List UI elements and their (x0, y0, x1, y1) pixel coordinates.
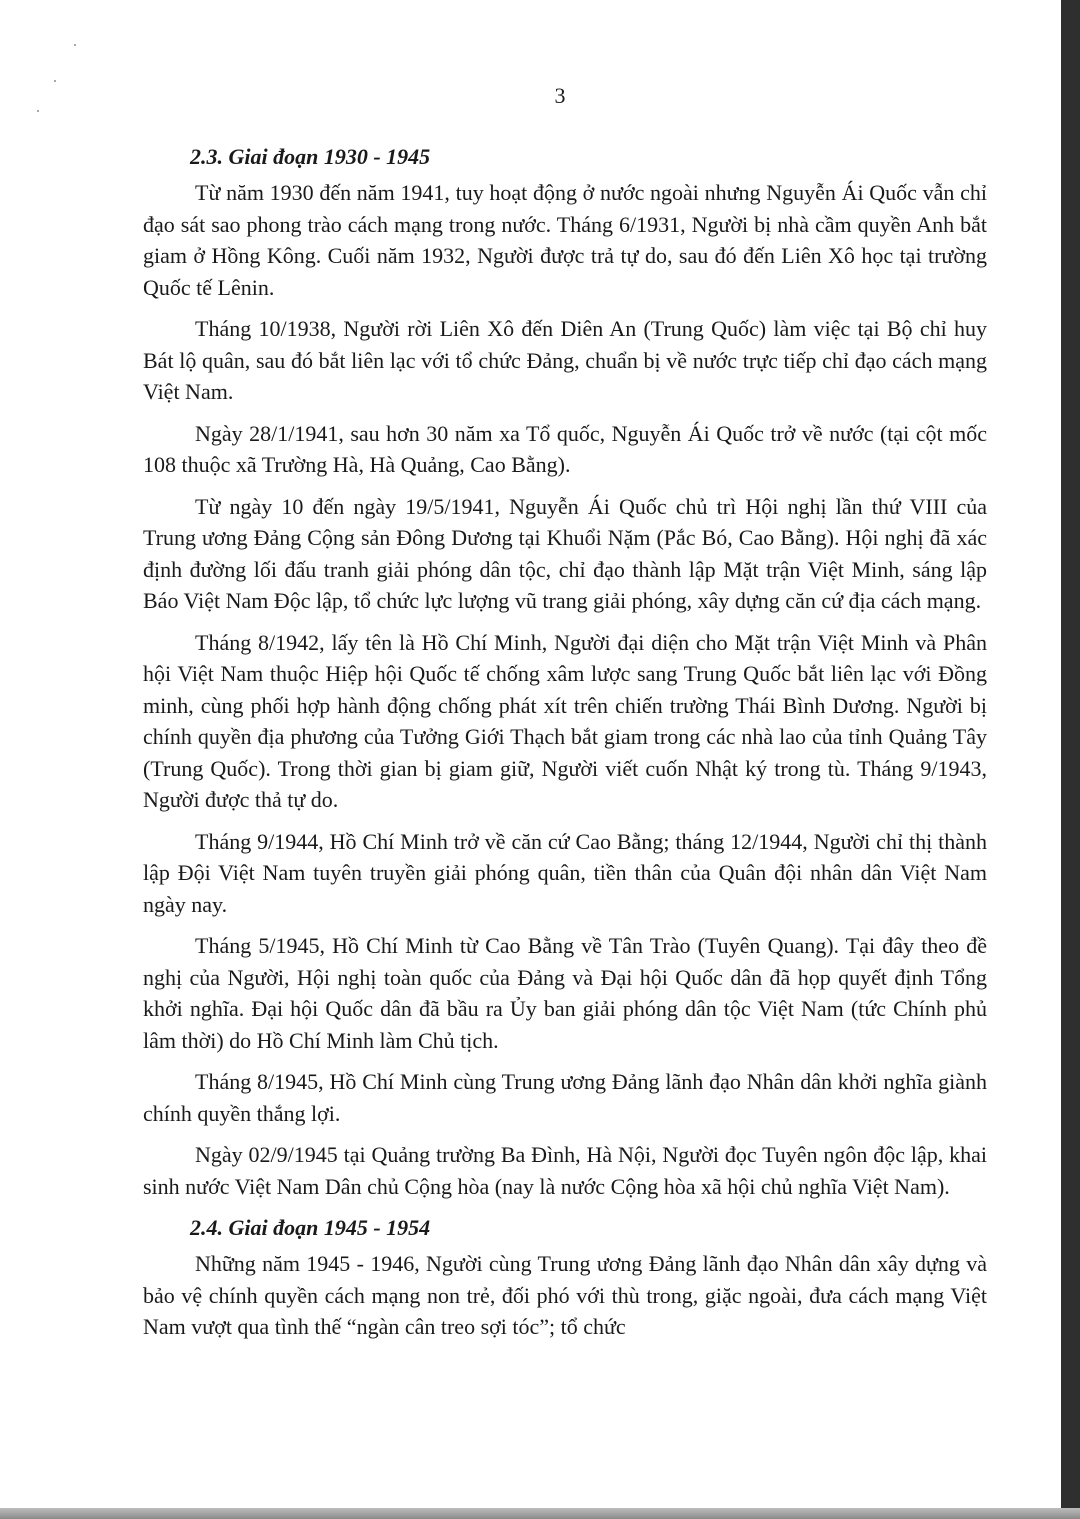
paragraph: Tháng 10/1938, Người rời Liên Xô đến Diên An (Trung Quốc) làm việc tại Bộ chỉ huy Bát lộ quân, sau đó bắt liên lạc với tổ chức Đảng, chuẩn bị về nước trực tiếp chỉ đạo cách mạng Việt Nam. (143, 316, 987, 404)
page-number: 3 (554, 83, 566, 108)
paragraph: Tháng 5/1945, Hồ Chí Minh từ Cao Bằng về Tân Trào (Tuyên Quang). Tại đây theo đề nghị của Người, Hội nghị toàn quốc của Đảng và Đại hội Quốc dân đã họp quyết định Tổng khởi nghĩa. Đại hội Quốc dân đã bầu ra Ủy ban giải phóng dân tộc Việt Nam (tức Chính phủ lâm thời) do Hồ Chí Minh làm Chủ tịch. (143, 933, 987, 1053)
section-heading: 2.4. Giai đoạn 1945 - 1954 (190, 1215, 431, 1240)
scan-speck (74, 44, 76, 46)
scan-speck (54, 80, 56, 82)
paragraph: Từ ngày 10 đến ngày 19/5/1941, Nguyễn Ái Quốc chủ trì Hội nghị lần thứ VIII của Trung ương Đảng Cộng sản Đông Dương tại Khuổi Nặm (Pắc Bó, Cao Bằng). Hội nghị đã xác định đường lối đấu tranh giải phóng dân tộc, chỉ đạo thành lập Mặt trận Việt Minh, sáng lập Báo Việt Nam Độc lập, tổ chức lực lượng vũ trang giải phóng, xây dựng căn cứ địa cách mạng. (143, 493, 987, 613)
paragraph: Tháng 8/1945, Hồ Chí Minh cùng Trung ương Đảng lãnh đạo Nhân dân khởi nghĩa giành chính quyền thắng lợi. (143, 1069, 987, 1126)
scan-edge-right (1061, 0, 1080, 1519)
scan-edge-bottom (0, 1508, 1080, 1519)
paragraph: Ngày 28/1/1941, sau hơn 30 năm xa Tổ quốc, Nguyễn Ái Quốc trở về nước (tại cột mốc 108 thuộc xã Trường Hà, Hà Quảng, Cao Bằng). (143, 420, 987, 477)
paragraph: Những năm 1945 - 1946, Người cùng Trung ương Đảng lãnh đạo Nhân dân xây dựng và bảo vệ chính quyền cách mạng non trẻ, đối phó với thù trong, giặc ngoài, đưa cách mạng Việt Nam vượt qua tình thế “ngàn cân treo sợi tóc”; tổ chức (143, 1251, 987, 1339)
paragraph: Tháng 8/1942, lấy tên là Hồ Chí Minh, Người đại diện cho Mặt trận Việt Minh và Phân hội Việt Nam thuộc Hiệp hội Quốc tế chống xâm lược sang Trung Quốc bắt liên lạc với Đồng minh, cùng phối hợp hành động chống phát xít trên chiến trường Thái Bình Dương. Người bị chính quyền địa phương của Tưởng Giới Thạch bắt giam trong các nhà lao của tỉnh Quảng Tây (Trung Quốc). Trong thời gian bị giam giữ, Người viết cuốn Nhật ký trong tù. Tháng 9/1943, Người được thả tự do. (143, 629, 987, 812)
scan-speck (37, 110, 39, 112)
section-2-3 (143, 141, 987, 1202)
section-heading: 2.3. Giai đoạn 1930 - 1945 (190, 144, 431, 169)
paragraph: Từ năm 1930 đến năm 1941, tuy hoạt động ở nước ngoài nhưng Nguyễn Ái Quốc vẫn chỉ đạo sát sao phong trào cách mạng trong nước. Tháng 6/1931, Người bị nhà cầm quyền Anh bắt giam ở Hồng Kông. Cuối năm 1932, Người được trả tự do, sau đó đến Liên Xô học tại trường Quốc tế Lênin. (143, 180, 987, 300)
document-body (143, 141, 987, 1353)
paragraph: Tháng 9/1944, Hồ Chí Minh trở về căn cứ Cao Bằng; tháng 12/1944, Người chỉ thị thành lập Đội Việt Nam tuyên truyền giải phóng quân, tiền thân của Quân đội nhân dân Việt Nam ngày nay. (143, 828, 987, 917)
section-2-4 (143, 1212, 987, 1343)
paragraph: Ngày 02/9/1945 tại Quảng trường Ba Đình, Hà Nội, Người đọc Tuyên ngôn độc lập, khai sinh nước Việt Nam Dân chủ Cộng hòa (nay là nước Cộng hòa xã hội chủ nghĩa Việt Nam). (143, 1142, 987, 1199)
